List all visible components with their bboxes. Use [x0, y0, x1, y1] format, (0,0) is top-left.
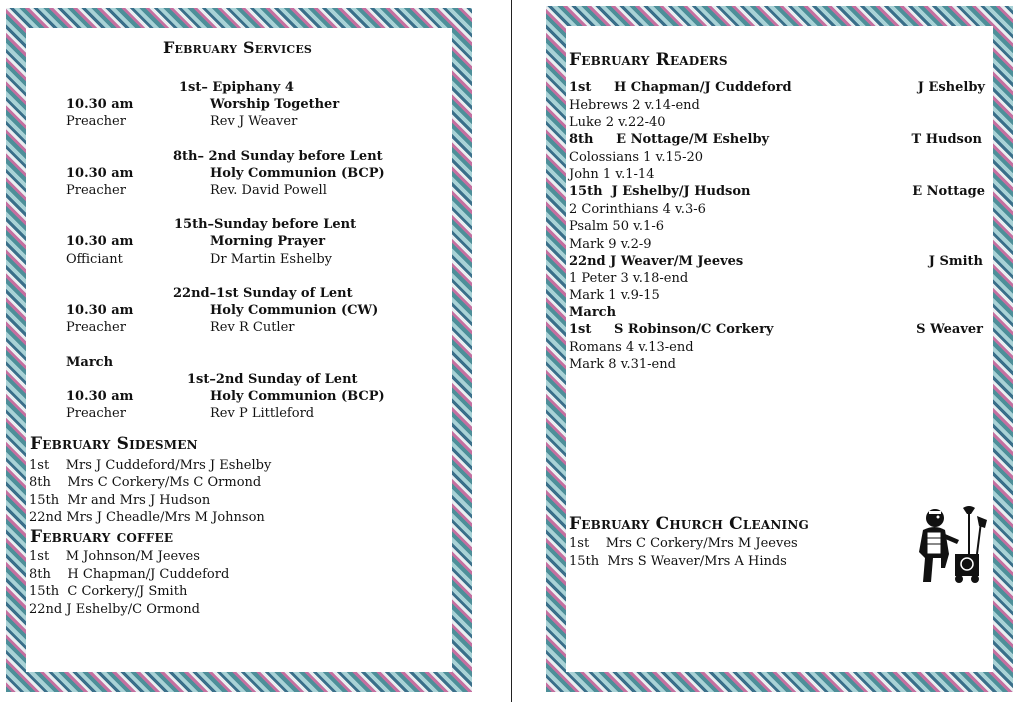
service-role: Preacher [66, 183, 126, 198]
service-date: 8th– 2nd Sunday before Lent [173, 149, 383, 164]
sidesmen-row: 1st Mrs J Cuddeford/Mrs J Eshelby [29, 458, 272, 473]
service-date: 1st– Epiphany 4 [179, 80, 294, 95]
service-time: 10.30 am [66, 389, 134, 404]
readers-head: 22nd J Weaver/M Jeeves [569, 254, 744, 269]
reading: Hebrews 2 v.14-end [569, 98, 700, 113]
service-person: Dr Martin Eshelby [210, 252, 332, 267]
reading: Mark 8 v.31-end [569, 357, 676, 372]
service-name: Holy Communion (CW) [210, 303, 379, 318]
service-role: Officiant [66, 252, 123, 267]
service-name: Worship Together [210, 97, 340, 112]
service-person: Rev. David Powell [210, 183, 327, 198]
readers-panel [546, 6, 1013, 692]
readers-right-name: J Eshelby [917, 80, 985, 95]
readers-head: 8th E Nottage/M Eshelby [569, 132, 770, 147]
reading: 2 Corinthians 4 v.3-6 [569, 202, 706, 217]
service-role: Preacher [66, 320, 126, 335]
cleaning-row: 1st Mrs C Corkery/Mrs M Jeeves [569, 536, 798, 551]
service-name: Holy Communion (BCP) [210, 166, 385, 181]
service-date: 22nd–1st Sunday of Lent [173, 286, 353, 301]
service-person: Rev R Cutler [210, 320, 295, 335]
cleaner-icon [911, 502, 991, 584]
service-name: Holy Communion (BCP) [210, 389, 385, 404]
services-march-label: March [66, 355, 114, 370]
cleaning-title: February Church Cleaning [569, 514, 809, 534]
coffee-row: 1st M Johnson/M Jeeves [29, 549, 200, 564]
reading: 1 Peter 3 v.18-end [569, 271, 689, 286]
reading: Mark 1 v.9-15 [569, 288, 660, 303]
sidesmen-row: 15th Mr and Mrs J Hudson [29, 493, 211, 508]
readers-head: 1st H Chapman/J Cuddeford [569, 80, 792, 95]
reading: Colossians 1 v.15-20 [569, 150, 703, 165]
service-time: 10.30 am [66, 166, 134, 181]
sidesmen-row: 22nd Mrs J Cheadle/Mrs M Johnson [29, 510, 265, 525]
reading: Mark 9 v.2-9 [569, 237, 652, 252]
coffee-row: 8th H Chapman/J Cuddeford [29, 567, 230, 582]
coffee-row: 22nd J Eshelby/C Ormond [29, 602, 200, 617]
service-role: Preacher [66, 406, 126, 421]
service-person: Rev P Littleford [210, 406, 315, 421]
service-name: Morning Prayer [210, 234, 326, 249]
service-person: Rev J Weaver [210, 114, 298, 129]
readers-head: 15th J Eshelby/J Hudson [569, 184, 751, 199]
readers-title: February Readers [569, 50, 728, 70]
service-date: 1st–2nd Sunday of Lent [187, 372, 358, 387]
reading: Luke 2 v.22-40 [569, 115, 666, 130]
service-date: 15th–Sunday before Lent [174, 217, 357, 232]
service-time: 10.30 am [66, 303, 134, 318]
readers-right-name: J Smith [928, 254, 983, 269]
page-divider [511, 0, 512, 702]
reading: Romans 4 v.13-end [569, 340, 694, 355]
reading: Psalm 50 v.1-6 [569, 219, 664, 234]
coffee-title: February coffee [30, 527, 174, 547]
readers-march-label: March [569, 305, 617, 320]
readers-head: 1st S Robinson/C Corkery [569, 322, 774, 337]
readers-right-name: E Nottage [912, 184, 985, 199]
readers-right-name: S Weaver [916, 322, 983, 337]
coffee-row: 15th C Corkery/J Smith [29, 584, 188, 599]
reading: John 1 v.1-14 [569, 167, 655, 182]
service-role: Preacher [66, 114, 126, 129]
services-title: February Services [163, 38, 313, 57]
services-panel [6, 8, 472, 692]
readers-right-name: T Hudson [911, 132, 982, 147]
sidesmen-title: February Sidesmen [30, 434, 198, 454]
service-time: 10.30 am [66, 234, 134, 249]
sidesmen-row: 8th Mrs C Corkery/Ms C Ormond [29, 475, 262, 490]
cleaning-row: 15th Mrs S Weaver/Mrs A Hinds [569, 554, 787, 569]
service-time: 10.30 am [66, 97, 134, 112]
